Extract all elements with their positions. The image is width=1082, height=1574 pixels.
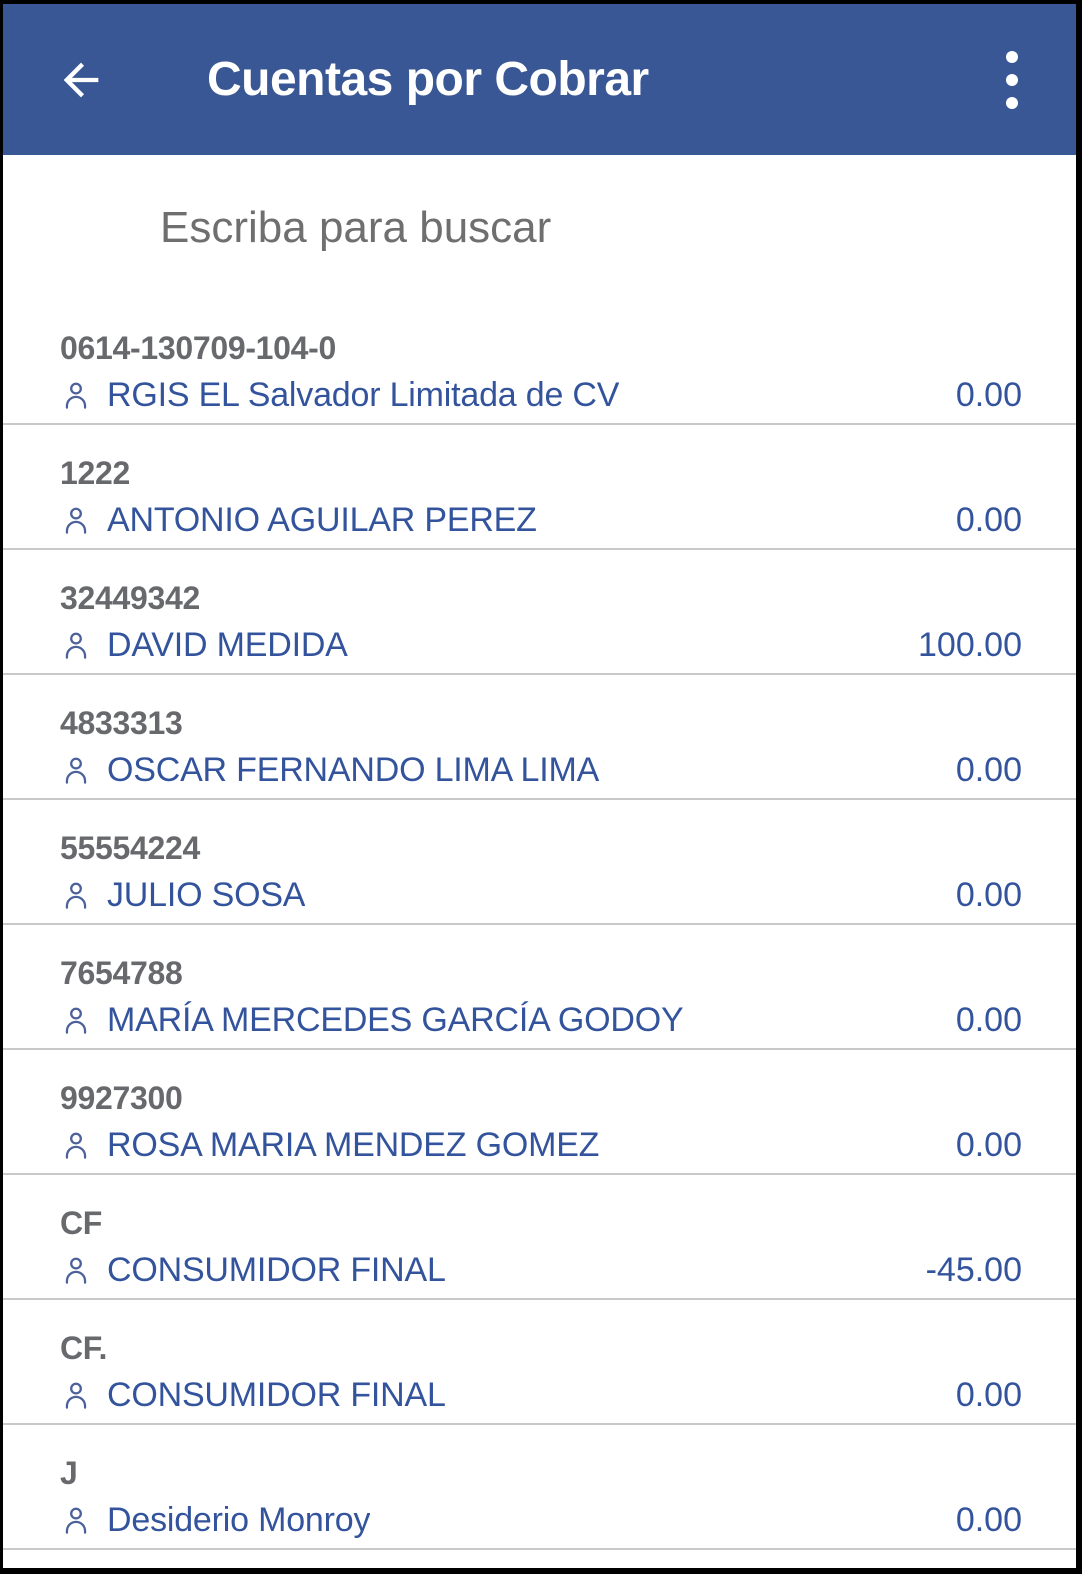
account-name: OSCAR FERNANDO LIMA LIMA xyxy=(107,751,600,789)
account-row[interactable] xyxy=(3,1425,1076,1550)
person-icon xyxy=(60,1004,92,1036)
account-name: CONSUMIDOR FINAL xyxy=(107,1376,446,1414)
account-balance: 0.00 xyxy=(955,1001,1022,1039)
account-name: ANTONIO AGUILAR PEREZ xyxy=(107,501,537,539)
account-row[interactable] xyxy=(3,1300,1076,1425)
account-name: Desiderio Monroy xyxy=(107,1501,371,1539)
account-code: CF xyxy=(60,1205,103,1241)
account-balance: 0.00 xyxy=(955,751,1022,789)
person-icon xyxy=(60,629,92,661)
person-icon xyxy=(60,1504,92,1536)
person-icon xyxy=(60,379,92,411)
app-bar xyxy=(3,4,1076,155)
arrow-left-icon xyxy=(55,54,107,106)
account-row[interactable] xyxy=(3,1175,1076,1300)
account-code: 32449342 xyxy=(60,580,200,616)
account-row[interactable] xyxy=(3,550,1076,675)
account-code: 1222 xyxy=(60,455,130,491)
account-code: J xyxy=(60,1455,78,1491)
person-icon xyxy=(60,879,92,911)
search-bar xyxy=(3,155,1076,300)
accounts-list xyxy=(3,300,1076,1568)
account-row[interactable] xyxy=(3,925,1076,1050)
account-row[interactable] xyxy=(3,1050,1076,1175)
account-balance: -45.00 xyxy=(925,1251,1022,1289)
account-balance: 100.00 xyxy=(918,626,1022,664)
account-row[interactable] xyxy=(3,675,1076,800)
account-code: CF. xyxy=(60,1330,108,1366)
account-code: 4833313 xyxy=(60,705,183,741)
person-icon xyxy=(60,1254,92,1286)
account-balance: 0.00 xyxy=(955,876,1022,914)
back-button[interactable] xyxy=(53,52,109,108)
account-row[interactable] xyxy=(3,800,1076,925)
account-name: DAVID MEDIDA xyxy=(107,626,348,664)
account-name: JULIO SOSA xyxy=(107,876,306,914)
account-row[interactable] xyxy=(3,300,1076,425)
person-icon xyxy=(60,754,92,786)
page-title: Cuentas por Cobrar xyxy=(207,53,649,106)
person-icon xyxy=(60,1379,92,1411)
account-name: ROSA MARIA MENDEZ GOMEZ xyxy=(107,1126,600,1164)
account-balance: 0.00 xyxy=(955,1376,1022,1414)
kebab-menu-icon xyxy=(1005,49,1019,111)
account-row[interactable] xyxy=(3,425,1076,550)
account-name: MARÍA MERCEDES GARCÍA GODOY xyxy=(107,1001,684,1039)
account-name: CONSUMIDOR FINAL xyxy=(107,1251,446,1289)
search-input[interactable] xyxy=(3,155,1076,300)
account-name: RGIS EL Salvador Limitada de CV xyxy=(107,376,620,414)
account-code: 55554224 xyxy=(60,830,200,866)
account-balance: 0.00 xyxy=(955,376,1022,414)
overflow-menu-button[interactable] xyxy=(988,48,1036,112)
account-code: 7654788 xyxy=(60,955,183,991)
account-balance: 0.00 xyxy=(955,1501,1022,1539)
account-code: 9927300 xyxy=(60,1080,183,1116)
person-icon xyxy=(60,1129,92,1161)
person-icon xyxy=(60,504,92,536)
account-code: 0614-130709-104-0 xyxy=(60,330,337,366)
account-balance: 0.00 xyxy=(955,1126,1022,1164)
account-balance: 0.00 xyxy=(955,501,1022,539)
